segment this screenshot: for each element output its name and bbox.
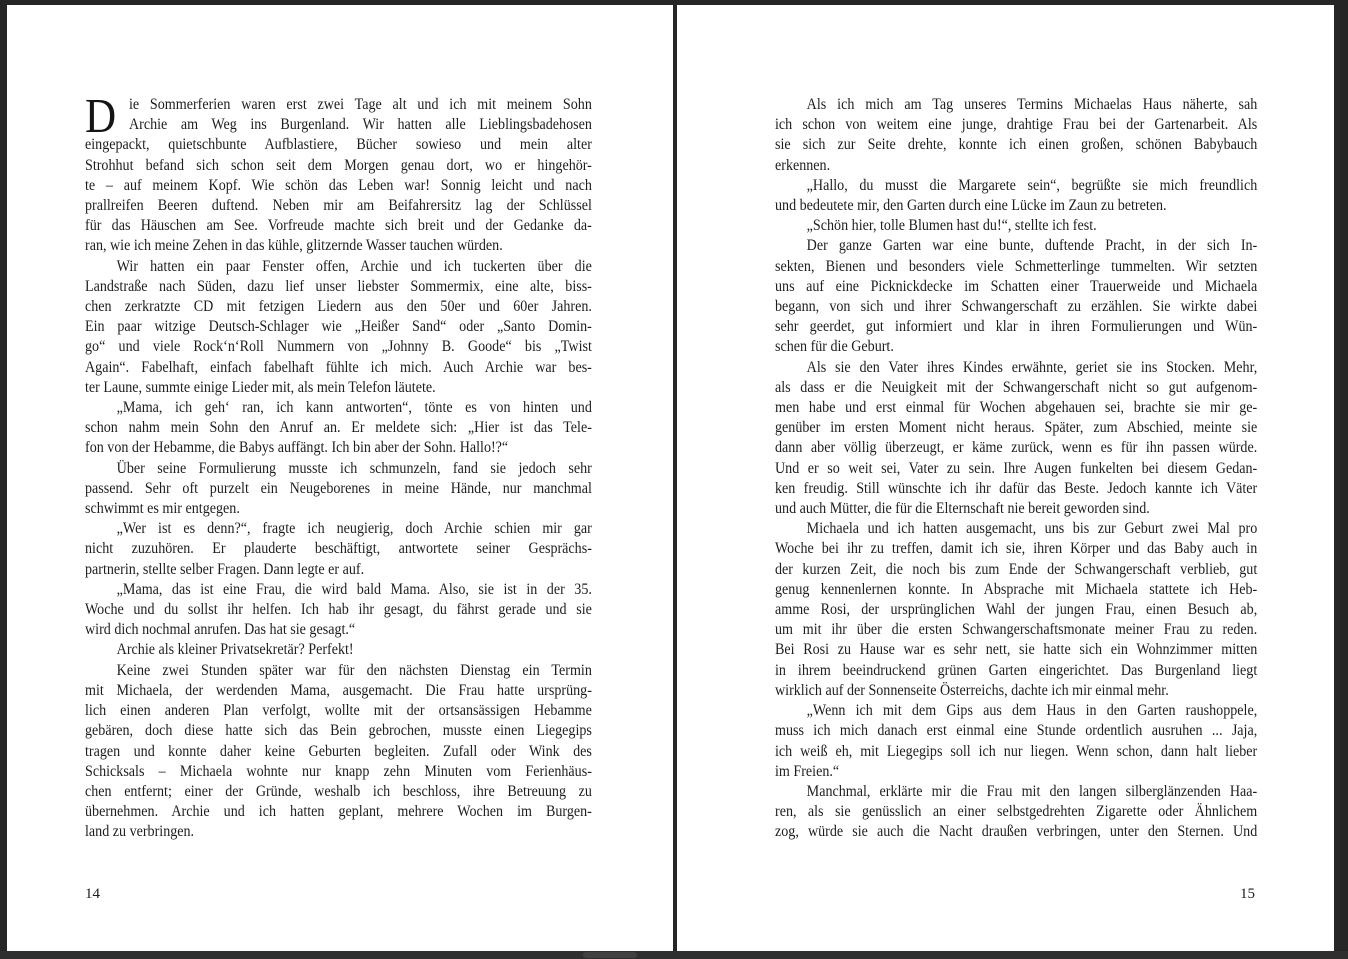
text-line: „Mama, ich geh‘ ran, ich kann antworten“, tönte es von hinten und	[116, 399, 592, 417]
text-line: Again“. Fabelhaft, einfach fabelhaft fühlte ich mich. Auch Archie war bes-	[85, 358, 592, 376]
text-line: Als sie den Vater ihres Kindes erwähnte, geriet sie ins Stocken. Mehr,	[806, 358, 1258, 376]
text-line: lich einen anderen Plan verfolgt, wollte mit der ortsansässigen Hebamme	[85, 702, 592, 720]
paragraph	[85, 257, 592, 398]
text-line: chen entfernt; einer der Gründe, weshalb ich beschloss, ihre Betreuung zu	[85, 782, 592, 800]
drop-cap: D	[85, 88, 117, 143]
text-line: Ein paar witzige Deutsch-Schlager wie „Heißer Sand“ oder „Santo Domin-	[85, 318, 592, 336]
text-line: „Mama, das ist eine Frau, die wird bald Mama. Also, sie ist in der 35.	[116, 580, 592, 598]
book-page-left	[7, 5, 673, 951]
text-line: Michaela und ich hatten ausgemacht, uns bis zur Geburt zwei Mal pro	[806, 520, 1258, 538]
text-line: fon von der Hebamme, die Babys auffängt. Ich bin aber der Sohn. Hallo!?“	[85, 439, 509, 457]
text-line: Manchmal, erklärte mir die Frau mit den langen silberglänzenden Haa-	[806, 782, 1258, 800]
text-line: Schicksals – Michaela wohnte nur knapp zehn Minuten vom Ferienhäus-	[85, 762, 592, 780]
text-line: als dass er die Neuigkeit mit der Schwangerschaft nicht so gut aufgenom-	[775, 378, 1258, 396]
text-line: „Schön hier, tolle Blumen hast du!“, stellte ich fest.	[806, 217, 1097, 235]
paragraph	[775, 95, 1257, 176]
text-line: prallreifen Beeren duftend. Neben mir am Beifahrersitz lag der Schlüssel	[85, 197, 592, 215]
text-line: für das Häuschen am See. Vorfreude machte sich breit und der Gedanke da-	[85, 217, 592, 235]
text-line: Strohhut befand sich schon seit dem Morgen genau dort, wo er hingehör-	[85, 156, 592, 174]
paragraph	[85, 519, 592, 580]
text-line: land zu verbringen.	[85, 823, 195, 841]
paragraph	[85, 580, 592, 641]
text-line: Über seine Formulierung musste ich schmunzeln, fand sie jedoch sehr	[116, 459, 592, 477]
page-text-column	[85, 88, 592, 843]
text-line: ich schon von weitem eine junge, drahtige Frau bei der Gartenarbeit. Als	[775, 116, 1258, 134]
text-line: dann aber völlig überzeugt, er käme zurück, wenn es für ihn passen würde.	[775, 439, 1258, 457]
text-line: Woche bei ihr zu treffen, damit ich sie, ihren Körper und das Baby auch in	[775, 540, 1258, 558]
text-line: und auch Mütter, die für die Elternschaft nie bereit geworden sind.	[775, 500, 1150, 518]
book-page-right	[677, 5, 1334, 951]
text-line: ter Laune, summte einige Lieder mit, als mein Telefon läutete.	[85, 378, 436, 396]
paragraph	[775, 176, 1257, 216]
text-line: ran, wie ich meine Zehen in das kühle, glitzernde Wasser tauchen würden.	[85, 237, 503, 255]
text-line: um mit ihr über die ersten Schwangerschaftsmonate meiner Frau zu reden.	[775, 621, 1258, 639]
text-line: tragen und konnte daher keine Geburten begleiten. Zufall oder Wink des	[85, 742, 592, 760]
text-line: begann, von sich und ihrer Schwangerschaft zu erzählen. Sie wirkte dabei	[775, 298, 1258, 316]
paragraph	[775, 701, 1257, 782]
text-line: eingepackt, quietschbunte Aufblastiere, Bücher sowieso und mein alter	[85, 136, 592, 154]
text-line: ie Sommerferien waren erst zwei Tage alt und ich mit meinem Sohn	[129, 96, 592, 113]
text-line: wirklich auf der Sonnenseite Österreichs, dachte ich mir einmal mehr.	[775, 681, 1169, 699]
text-line: Der ganze Garten war eine bunte, duftende Pracht, in der sich In-	[806, 237, 1258, 255]
paragraph	[775, 216, 1257, 236]
page-text-column	[775, 95, 1257, 843]
text-line: übernehmen. Archie und ich hatten geplant, mehrere Wochen im Burgen-	[85, 803, 592, 821]
text-line: mit Michaela, der werdenden Mama, ausgemacht. Die Frau hatte ursprüng-	[85, 681, 592, 699]
text-line: zog, würde sie auch die Nacht draußen verbringen, unter den Sternen. Und	[775, 823, 1258, 841]
page-number-left: 14	[85, 886, 100, 902]
text-line: in ihrem beeindruckend grünen Garten eingerichtet. Das Burgenland liegt	[775, 661, 1258, 679]
text-line: Als ich mich am Tag unseres Termins Michaelas Haus näherte, sah	[806, 96, 1258, 113]
text-line: „Wenn ich mit dem Gips aus dem Haus in den Garten raushoppele,	[806, 702, 1258, 720]
text-line: der kurzen Zeit, die noch bis zum Ende der Schwangerschaft verblieb, gut	[775, 560, 1258, 578]
text-line: te – auf meinem Kopf. Wie schön das Leben war! Sonnig leicht und nach	[85, 176, 592, 194]
text-line: go“ und viele Rock‘n‘Roll Nummern von „Johnny B. Goode“ bis „Twist	[85, 338, 592, 356]
text-line: chen zerkratzte CD mit fetzigen Liedern aus den 50er und 60er Jahren.	[85, 298, 592, 316]
text-line: Landstraße nach Süden, dazu lief unser liebster Sommermix, eine alte, biss-	[85, 277, 592, 295]
bottom-scrollbar[interactable]	[0, 951, 1348, 959]
text-line: schwimmt es mir entgegen.	[85, 500, 240, 518]
text-line: men habe und erst einmal für Wochen abgehauen sei, brachte sie mir ge-	[775, 399, 1258, 417]
text-line: erkennen.	[775, 156, 831, 174]
paragraph	[85, 88, 592, 257]
text-line: partnerin, stellte selber Fragen. Dann legte er auf.	[85, 560, 365, 578]
page-number-right: 15	[1240, 886, 1255, 902]
text-line: Keine zwei Stunden später war für den nächsten Dienstag ein Termin	[116, 661, 592, 679]
text-line: gebären, doch diese hatte sich das Bein gebrochen, musste einen Liegegips	[85, 722, 592, 740]
paragraph	[85, 640, 592, 660]
text-line: schen für die Geburt.	[775, 338, 894, 356]
text-line: Wir hatten ein paar Fenster offen, Archie und ich tuckerten über die	[116, 257, 592, 275]
paragraph	[85, 661, 592, 843]
paragraph	[775, 519, 1257, 701]
paragraph	[85, 398, 592, 459]
text-line: Und er so weit sei, Vater zu sein. Ihre Augen funkelten bei diesem Gedan-	[775, 459, 1258, 477]
text-line: im Freien.“	[775, 762, 840, 780]
text-line: „Wer ist es denn?“, fragte ich neugierig, doch Archie schien mir gar	[116, 520, 592, 538]
scrollbar-thumb[interactable]	[583, 952, 637, 958]
text-line: Archie am Weg ins Burgenland. Wir hatten alle Lieblingsbadehosen	[129, 116, 592, 134]
text-line: amme Rosi, der ursprünglichen Wahl der jungen Frau, einen Besuch ab,	[775, 601, 1258, 619]
text-line: nicht zuzuhören. Er plauderte beschäftigt, antwortete seiner Gesprächs-	[85, 540, 592, 558]
text-line: ren, als sie genüsslich an einer selbstgedrehten Zigarette oder Ähnlichem	[775, 803, 1258, 821]
paragraph	[775, 236, 1257, 357]
text-line: ken freudig. Still wünschte ich ihr dafür das Beste. Jedoch kannte ich Väter	[775, 479, 1258, 497]
text-line: „Hallo, du musst die Margarete sein“, begrüßte sie mich freundlich	[806, 176, 1258, 194]
text-line: sie sich zur Seite drehte, konnte ich einen großen, schönen Babybauch	[775, 136, 1258, 154]
text-line: ich weiß eh, mit Liegegips soll ich nur liegen. Wenn schon, dann halt lieber	[775, 742, 1258, 760]
text-line: Archie als kleiner Privatsekretär? Perfekt!	[116, 641, 354, 659]
text-line: genug kennenlernen konnte. In Absprache mit Michaela stattete ich Heb-	[775, 580, 1258, 598]
paragraph	[775, 358, 1257, 520]
text-line: muss ich mich danach erst einmal eine Stunde ordentlich ausruhen ... Jaja,	[775, 722, 1258, 740]
text-line: schon nahm mein Sohn den Anruf an. Er meldete sich: „Hier ist das Tele-	[85, 419, 592, 437]
text-line: uns auf eine Picknickdecke im Schatten einer Trauerweide und Michaela	[775, 277, 1258, 295]
text-line: sekten, Bienen und besonders viele Schmetterlinge tummelten. Wir setzten	[775, 257, 1258, 275]
text-line: Woche und du sollst ihr helfen. Ich hab ihr gesagt, du fährst gerade und sie	[85, 601, 592, 619]
text-line: und bedeutete mir, den Garten durch eine Lücke im Zaun zu betreten.	[775, 197, 1167, 215]
text-line: wird dich nochmal anrufen. Das hat sie gesagt.“	[85, 621, 356, 639]
paragraph	[775, 782, 1257, 843]
text-line: passend. Sehr oft purzelt ein Neugeborenes in meine Hände, nur manchmal	[85, 479, 592, 497]
text-line: sehr geerdet, gut informiert und klar in ihren Formulierungen und Wün-	[775, 318, 1258, 336]
text-line: Bei Rosi zu Hause war es sehr nett, sie hatte sich ein Wohnzimmer mitten	[775, 641, 1258, 659]
text-line: genüber im ersten Moment nicht heraus. Später, zum Abschied, meinte sie	[775, 419, 1258, 437]
paragraph	[85, 459, 592, 520]
